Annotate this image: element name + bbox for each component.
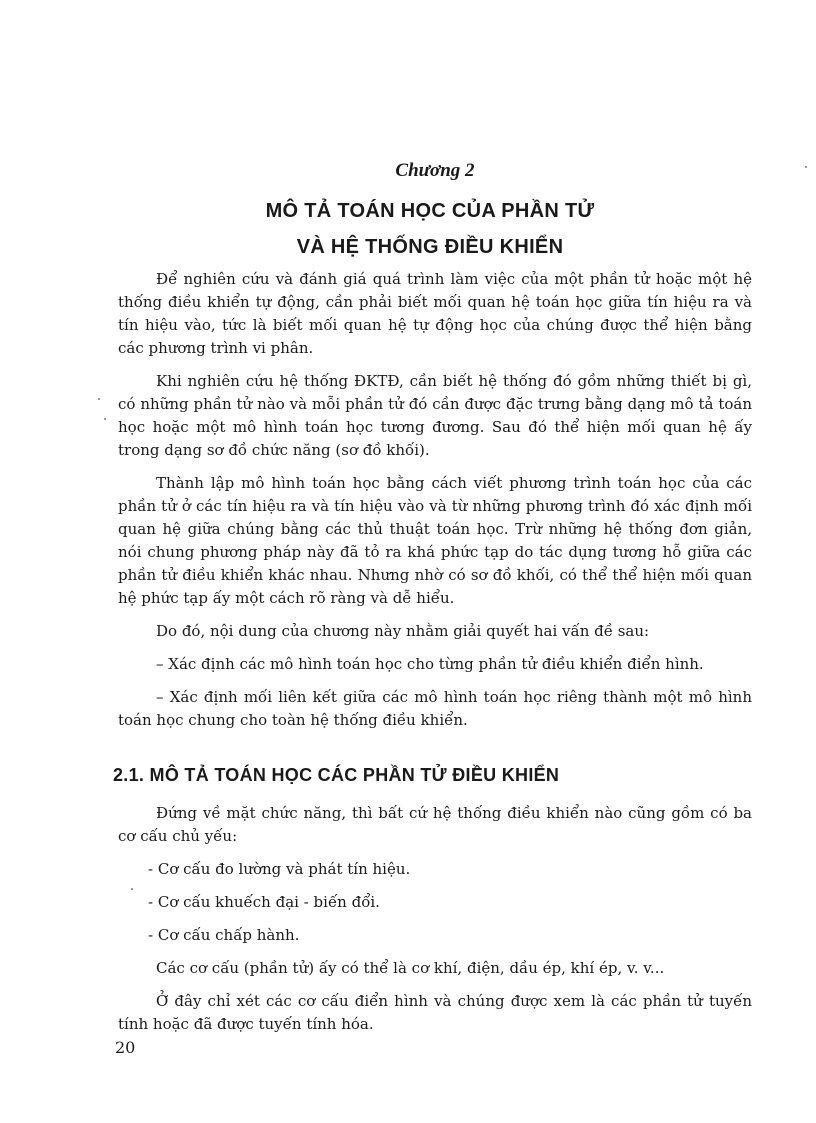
list-item: - Cơ cấu khuếch đại - biến đổi.	[148, 893, 380, 911]
list-item: - Cơ cấu chấp hành.	[148, 926, 300, 944]
scan-speck	[98, 398, 100, 400]
section-heading: 2.1. MÔ TẢ TOÁN HỌC CÁC PHẦN TỬ ĐIỀU KHIỂN	[113, 765, 560, 785]
chapter-label: Chương 2	[395, 160, 475, 181]
intro-paragraph-2: Khi nghiên cứu hệ thống ĐKTĐ, cần biết hệ thống đó gồm những thiết bị gì, có những phần tử nào và mỗi phần tử đó cần được đặc trưng bằng dạng mô tả toán học hoặc một mô hình toán học tương đương. Sau đó thể hiện mối quan hệ ấy trong dạng sơ đồ chức năng (sơ đồ khối).	[118, 372, 752, 459]
list-item: - Cơ cấu đo lường và phát tín hiệu.	[148, 860, 411, 878]
scan-speck	[131, 888, 133, 890]
intro-paragraph-3: Thành lập mô hình toán học bằng cách viết phương trình toán học của các phần tử ở các tín hiệu ra và tín hiệu vào và từ những phương trình đó xác định mối quan hệ giữa chúng bằng các thủ thuật toán học. Trừ những hệ thống đơn giản, nói chung phương pháp này đã tỏ ra khá phức tạp do tác dụng tương hỗ giữa các phần tử điều khiển khác nhau. Nhưng nhờ có sơ đồ khối, có thể thể hiện mối quan hệ phức tạp ấy một cách rõ ràng và dễ hiểu.	[118, 474, 752, 607]
scan-speck	[805, 166, 807, 168]
section-paragraph-1: Đứng về mặt chức năng, thì bất cứ hệ thống điều khiển nào cũng gồm có ba cơ cấu chủ yếu:	[118, 804, 752, 845]
intro-body	[118, 268, 752, 742]
section-body	[118, 802, 752, 1046]
chapter-title	[0, 193, 816, 265]
intro-paragraph-5: – Xác định các mô hình toán học cho từng phần tử điều khiển điển hình.	[156, 655, 704, 673]
intro-paragraph-6: – Xác định mối liên kết giữa các mô hình toán học riêng thành một mô hình toán học chung cho toàn hệ thống điều khiển.	[118, 688, 752, 729]
section-paragraph-2: Các cơ cấu (phần tử) ấy có thể là cơ khí, điện, dầu ép, khí ép, v. v...	[156, 959, 665, 977]
intro-paragraph-4: Do đó, nội dung của chương này nhằm giải quyết hai vấn đề sau:	[156, 622, 650, 640]
chapter-title-line-2: VÀ HỆ THỐNG ĐIỀU KHIỂN	[296, 236, 564, 258]
scan-speck	[104, 418, 106, 420]
chapter-title-line-1: MÔ TẢ TOÁN HỌC CỦA PHẦN TỬ	[265, 200, 595, 222]
intro-paragraph-1: Để nghiên cứu và đánh giá quá trình làm việc của một phần tử hoặc một hệ thống điều khiển tự động, cần phải biết mối quan hệ toán học giữa tín hiệu ra và tín hiệu vào, tức là biết mối quan hệ tự động học của chúng được thể hiện bằng các phương trình vi phân.	[118, 270, 752, 357]
section-paragraph-3: Ở đây chỉ xét các cơ cấu điển hình và chúng được xem là các phần tử tuyến tính hoặc đã được tuyến tính hóa.	[118, 992, 752, 1033]
page-number: 20	[115, 1038, 136, 1057]
